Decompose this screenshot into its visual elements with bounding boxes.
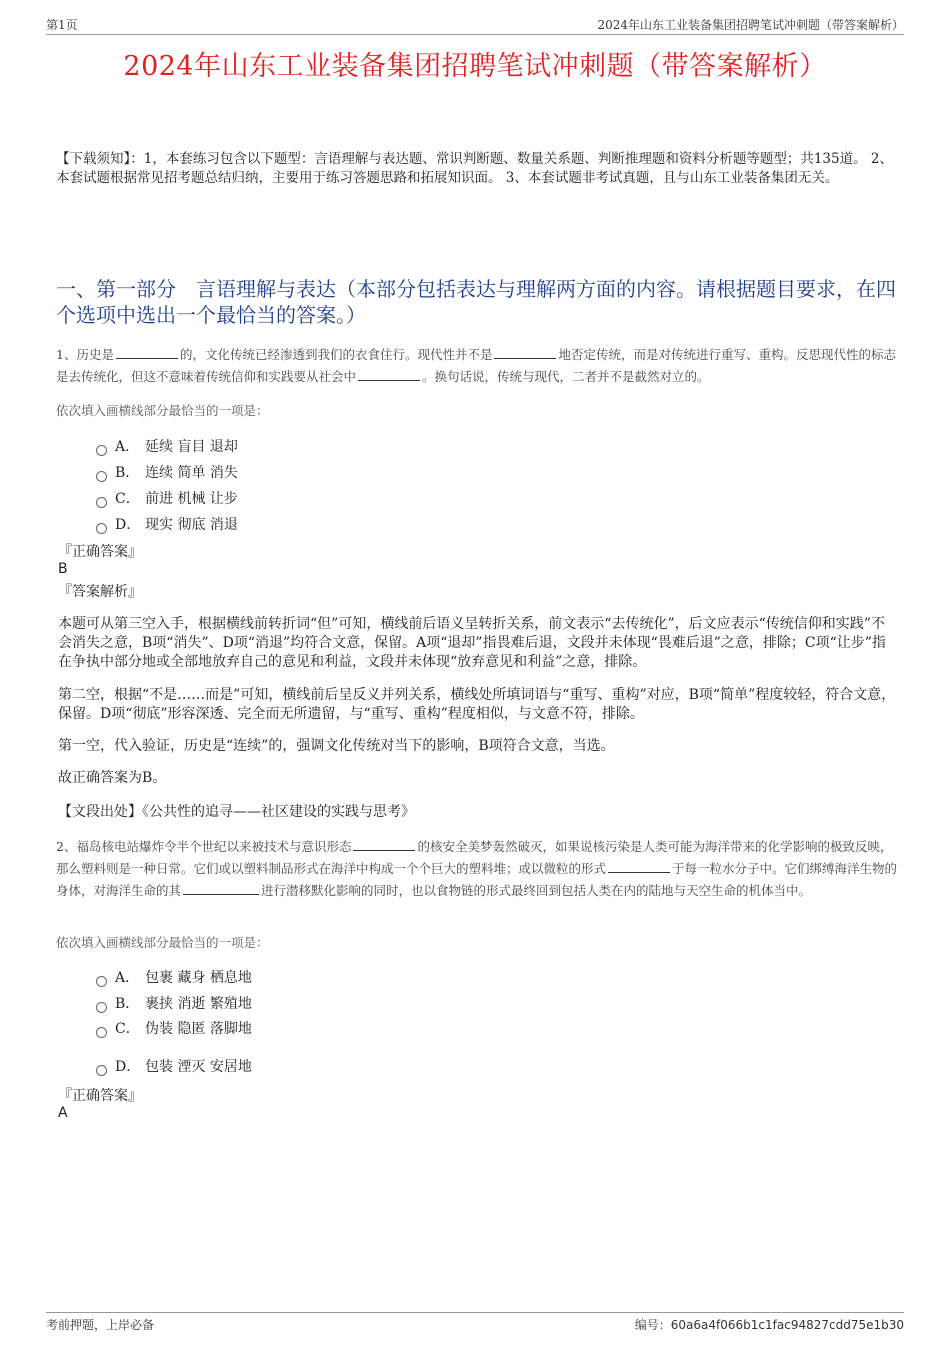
- q2-blank-3: [183, 882, 259, 895]
- q2-text-part-2: 的核安全美梦轰然破灭，如果说核污染是人类可能为海洋带来的化学影响的极致反映，那么塑料则是一种日常。它们或以塑料制品形式在海洋中构成一个个巨大的塑料堆；或以微粒的形式: [56, 839, 893, 876]
- page-footer: [46, 1312, 904, 1335]
- q1-text-part-3: 地否定传统，而是对传统进行重写、重构。反思现代性的标志是去传统化，但这不意味着传统信仰和实践要从社会中: [56, 347, 896, 384]
- footer-code: 编号：60a6a4f066b1c1fac94827cdd75e1b30: [634, 1318, 904, 1332]
- radio-icon[interactable]: [96, 471, 107, 482]
- q1-prompt: 依次填入画横线部分最恰当的一项是：: [56, 403, 269, 418]
- q2-option-c[interactable]: C． 伪装 隐匿 落脚地: [96, 1018, 252, 1038]
- q1-text-part-1: 1、历史是: [56, 347, 114, 362]
- radio-icon[interactable]: [96, 976, 107, 987]
- q1-option-a[interactable]: A． 延续 盲目 退却: [96, 436, 238, 456]
- q1-blank-1: [116, 346, 178, 359]
- q2-blank-2: [608, 860, 670, 873]
- q1-analysis-paragraph-2: 第二空，根据“不是……而是”可知，横线前后呈反义并列关系，横线处所填词语与“重写、重构”对应，B项“简单”程度较轻，符合文意，保留。D项“彻底”形容深透、完全而无所遗留，与“重写、重构”程度相似，与文意不符，排除。: [58, 687, 896, 722]
- header-doc-name: 2024年山东工业装备集团招聘笔试冲刺题（带答案解析）: [597, 18, 904, 32]
- document-title: 2024年山东工业装备集团招聘笔试冲刺题（带答案解析）: [123, 51, 827, 82]
- q1-text-part-4: 。换句话说，传统与现代，二者并不是截然对立的。: [422, 369, 710, 384]
- q2-text-part-3: 于每一粒水分子中。它们绑缚海洋生物的身体，对海洋生命的其: [56, 861, 898, 898]
- q1-blank-2: [494, 346, 556, 359]
- page-header: [46, 14, 904, 35]
- q2-answer: A: [58, 1105, 68, 1121]
- radio-icon[interactable]: [96, 445, 107, 456]
- page-number: 第1页: [46, 18, 78, 32]
- q1-option-c[interactable]: C． 前进 机械 让步: [96, 488, 238, 508]
- radio-icon[interactable]: [96, 523, 107, 534]
- q1-analysis-paragraph-1: 本题可从第三空入手，根据横线前转折词“但”可知，横线前后语义呈转折关系，前文表示“去传统化”，后文应表示“传统信仰和实践”不会消失之意，B项“消失”、D项“消退”均符合文意，保留。A项“退却”指畏难后退，文段并未体现“畏难后退”之意，排除；C项“让步”指在争执中部分地或全部地放弃自己的意见和利益，文段并未体现“放弃意见和利益”之意，排除。: [58, 616, 886, 670]
- radio-icon[interactable]: [96, 1065, 107, 1076]
- q1-answer: B: [58, 561, 68, 577]
- q2-text-part-4: 进行潜移默化影响的同时，也以食物链的形式最终回到包括人类在内的陆地与天空生命的机体当中。: [261, 883, 812, 898]
- q1-option-b[interactable]: B． 连续 简单 消失: [96, 462, 238, 482]
- q2-prompt: 依次填入画横线部分最恰当的一项是：: [56, 935, 269, 950]
- q1-option-d[interactable]: D． 现实 彻底 消退: [96, 514, 238, 534]
- q1-blank-3: [358, 368, 420, 381]
- q2-option-b[interactable]: B． 裹挟 消逝 繁殖地: [96, 993, 252, 1013]
- q1-answer-label: 『正确答案』: [58, 544, 142, 560]
- question-1-text: [56, 344, 898, 388]
- q2-option-d[interactable]: D． 包装 湮灭 安居地: [96, 1056, 252, 1076]
- q2-option-a[interactable]: A． 包裹 藏身 栖息地: [96, 967, 252, 987]
- q2-answer-label: 『正确答案』: [58, 1088, 142, 1104]
- q1-analysis-paragraph-4: 故正确答案为B。: [58, 770, 167, 786]
- download-notice: 【下载须知】：1，本套练习包含以下题型：言语理解与表达题、常识判断题、数量关系题、判断推理题和资料分析题等题型；共135道。 2、本套试题根据常见招考题总结归纳，主要用于练习答题思路和拓展知识面。 3、本套试题非考试真题，且与山东工业装备集团无关。: [56, 151, 893, 186]
- radio-icon[interactable]: [96, 1002, 107, 1013]
- q1-text-part-2: 的，文化传统已经渗透到我们的衣食住行。现代性并不是: [179, 347, 493, 362]
- section-heading: 一、第一部分 言语理解与表达（本部分包括表达与理解两方面的内容。请根据题目要求，在四个选项中选出一个最恰当的答案。）: [56, 277, 896, 327]
- question-2-text: [56, 836, 898, 902]
- radio-icon[interactable]: [96, 497, 107, 508]
- q1-source: 【文段出处】《公共性的追寻——社区建设的实践与思考》: [58, 804, 415, 820]
- q1-analysis-paragraph-3: 第一空，代入验证，历史是“连续”的，强调文化传统对当下的影响，B项符合文意，当选。: [58, 738, 615, 754]
- q2-blank-1: [353, 838, 415, 851]
- radio-icon[interactable]: [96, 1027, 107, 1038]
- q1-analysis-label: 『答案解析』: [58, 584, 142, 600]
- q2-text-part-1: 2、福岛核电站爆炸令半个世纪以来被技术与意识形态: [56, 839, 352, 854]
- footer-slogan: 考前押题，上岸必备: [46, 1318, 155, 1332]
